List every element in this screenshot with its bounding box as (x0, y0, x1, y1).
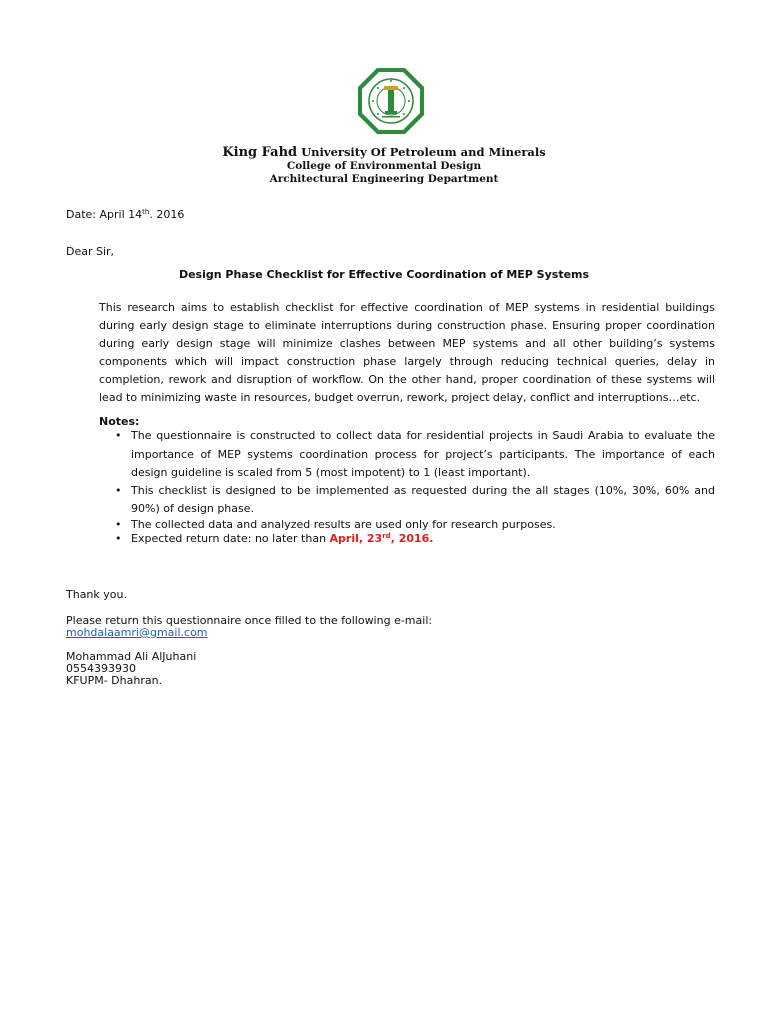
signature-place: KFUPM- Dhahran. (66, 674, 163, 687)
note-text: Expected return date: no later than (131, 531, 330, 545)
body-paragraph: This research aims to establish checklist for effective coordination of MEP systems in residential buildings during early design stage to eliminate interruptions during construction phase. Ensuring proper coordination during early design stage will minimize clashes between MEP systems and all other building’s systems components which will impact construction phase largely through reducing technical queries, delay in completion, rework and disruption of workflow. On the other hand, proper coordination of these systems will lead to minimizing waste in resources, budget overrun, rework, project delay, conflict and interruptions…etc. (99, 301, 715, 404)
list-item (115, 482, 715, 518)
college-name: College of Environmental Design (286, 160, 482, 172)
letterhead (0, 145, 768, 186)
note-text: The questionnaire is constructed to collect data for residential projects in Saudi Arabia to evaluate the importance of MEP systems coordination process for project’s participants. The importance of each design guideline is scaled from 5 (most impotent) to 1 (least important). (131, 429, 715, 479)
notes-list (115, 427, 715, 546)
signature-phone: 0554393930 (66, 662, 136, 675)
bullet-icon: • (115, 429, 122, 442)
university-name-prefix: King Fahd (222, 145, 298, 160)
deadline-prefix: April, 23 (329, 531, 383, 545)
return-request: Please return this questionnaire once filled to the following e-mail: (66, 614, 433, 627)
deadline-suffix: , 2016. (390, 531, 434, 545)
university-name-rest: University Of Petroleum and Minerals (301, 145, 546, 159)
salutation: Dear Sir, (66, 245, 115, 258)
bullet-icon: • (115, 531, 122, 545)
bullet-icon: • (115, 483, 122, 497)
email-link[interactable]: mohdalaamri@gmail.com (66, 626, 208, 639)
date-superscript: th (142, 208, 150, 216)
note-text: This checklist is designed to be implemented as requested during the all stages (10%, 30%, 60% and 90%) of design phase. (131, 483, 715, 515)
return-deadline (330, 532, 434, 545)
letter-title: Design Phase Checklist for Effective Coordination of MEP Systems (178, 268, 590, 281)
list-item (115, 518, 715, 532)
bullet-icon: • (115, 517, 122, 531)
signature-name: Mohammad Ali AlJuhani (66, 650, 197, 663)
closing-text: Thank you. (66, 588, 127, 601)
university-name (0, 145, 768, 160)
date-prefix: Date: April 14 (66, 208, 143, 221)
list-item (115, 427, 715, 483)
letter-date (66, 208, 184, 221)
university-seal-logo (356, 66, 426, 136)
date-suffix: . 2016 (149, 208, 185, 221)
department-name: Architectural Engineering Department (269, 173, 499, 185)
note-text: The collected data and analyzed results are used only for research purposes. (131, 517, 556, 531)
deadline-superscript: rd (382, 531, 391, 540)
list-item (115, 532, 715, 546)
notes-heading: Notes: (99, 415, 140, 428)
